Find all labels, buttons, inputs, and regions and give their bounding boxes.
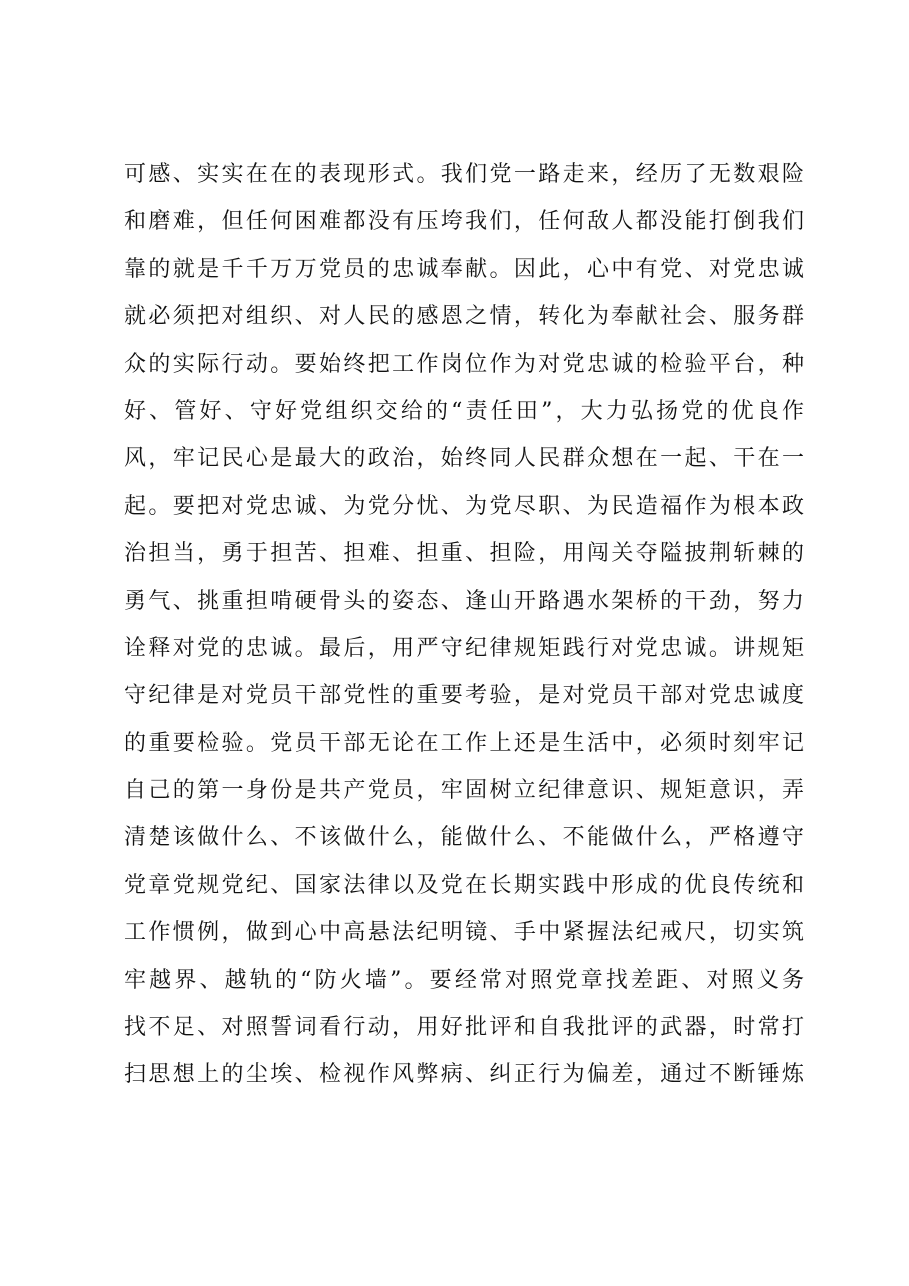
text-line: 守纪律是对党员干部党性的重要考验，是对党员干部对党忠诚度 [124, 683, 804, 709]
text-line: 靠的就是千千万万党员的忠诚奉献。因此，心中有党、对党忠诚 [124, 256, 804, 282]
text-line: 诠释对党的忠诚。最后，用严守纪律规矩践行对党忠诚。讲规矩 [124, 635, 804, 661]
text-line: 风，牢记民心是最大的政治，始终同人民群众想在一起、干在一 [124, 446, 804, 472]
text-line: 党章党规党纪、国家法律以及党在长期实践中形成的优良传统和 [124, 872, 804, 898]
text-line: 清楚该做什么、不该做什么，能做什么、不能做什么，严格遵守 [124, 825, 804, 851]
text-line: 治担当，勇于担苦、担难、担重、担险，用闯关夺隘披荆斩棘的 [124, 541, 804, 567]
text-line: 勇气、挑重担啃硬骨头的姿态、逢山开路遇水架桥的干劲，努力 [124, 588, 804, 614]
text-line: 就必须把对组织、对人民的感恩之情，转化为奉献社会、服务群 [124, 304, 804, 330]
text-line: 牢越界、越轨的“防火墙”。要经常对照党章找差距、对照义务 [124, 967, 804, 993]
text-line: 扫思想上的尘埃、检视作风弊病、纠正行为偏差，通过不断锤炼 [124, 1062, 804, 1088]
text-line: 起。要把对党忠诚、为党分忧、为党尽职、为民造福作为根本政 [124, 493, 804, 519]
text-line: 和磨难，但任何困难都没有压垮我们，任何敌人都没能打倒我们 [124, 209, 804, 235]
text-line: 的重要检验。党员干部无论在工作上还是生活中，必须时刻牢记 [124, 730, 804, 756]
text-line: 找不足、对照誓词看行动，用好批评和自我批评的武器，时常打 [124, 1015, 804, 1041]
text-line: 自己的第一身份是共产党员，牢固树立纪律意识、规矩意识，弄 [124, 778, 804, 804]
text-line: 好、管好、守好党组织交给的“责任田”，大力弘扬党的优良作 [124, 398, 804, 424]
text-line: 可感、实实在在的表现形式。我们党一路走来，经历了无数艰险 [124, 162, 804, 187]
text-line: 工作惯例，做到心中高悬法纪明镜、手中紧握法纪戒尺，切实筑 [124, 920, 804, 946]
body-paragraph [124, 151, 804, 1099]
text-line: 众的实际行动。要始终把工作岗位作为对党忠诚的检验平台，种 [124, 351, 804, 377]
